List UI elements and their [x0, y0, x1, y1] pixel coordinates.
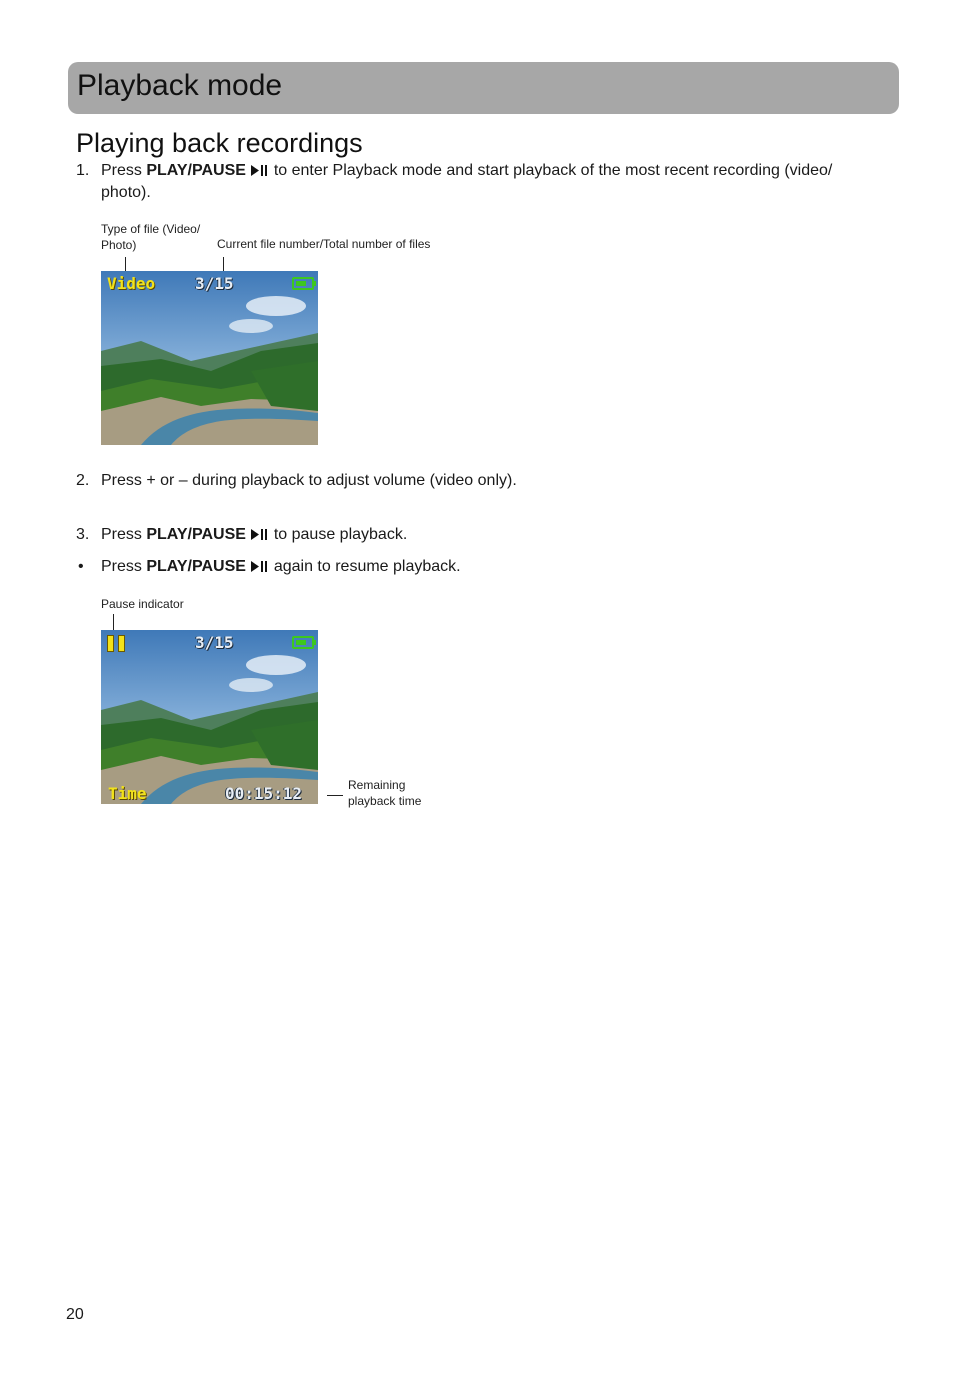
step-number: 3.	[76, 526, 90, 543]
step-number: 2.	[76, 472, 90, 489]
section-title: Playing back recordings	[76, 128, 363, 158]
pause-icon	[107, 635, 125, 652]
callout-line	[125, 257, 126, 272]
step-bullet	[76, 556, 876, 578]
battery-tip	[314, 281, 316, 286]
playback-screen-video	[101, 271, 318, 445]
battery-icon	[292, 277, 314, 290]
remaining-time: 00:15:12	[225, 784, 303, 803]
step-text: to pause playback.	[269, 526, 408, 543]
playback-screen-paused	[101, 630, 318, 804]
page-number: 20	[66, 1306, 84, 1323]
callout-line	[113, 614, 114, 631]
file-counter: 3/15	[195, 633, 234, 652]
callout-remaining-time: Remaining playback time	[348, 778, 422, 808]
landscape-photo	[101, 630, 318, 804]
callout-line	[327, 795, 343, 796]
file-type-label: Video	[107, 274, 156, 293]
play-pause-icon	[251, 529, 267, 540]
step-3	[76, 524, 876, 546]
step-text: Press	[101, 558, 147, 575]
step-2	[76, 470, 876, 492]
step-text: Press	[101, 162, 147, 179]
callout-file-type: Type of file (Video/ Photo)	[101, 222, 201, 252]
step-text: again to resume playback.	[269, 558, 461, 575]
header-bar	[68, 62, 899, 114]
step-text: to enter Playback mode and start playback of the most recent recording (video/ photo).	[101, 162, 833, 201]
battery-icon	[292, 636, 314, 649]
step-text: Press	[101, 526, 147, 543]
step-text: Press + or – during playback to adjust volume (video only).	[101, 472, 517, 489]
time-label: Time	[108, 784, 147, 803]
page-title: Playback mode	[77, 69, 283, 102]
landscape-photo	[101, 271, 318, 445]
button-name: PLAY/PAUSE	[146, 162, 246, 179]
callout-file-count: Current file number/Total number of files	[217, 237, 431, 251]
callout-line	[223, 257, 224, 272]
play-pause-icon	[251, 561, 267, 572]
step-number: 1.	[76, 162, 90, 179]
file-counter: 3/15	[195, 274, 234, 293]
play-pause-icon	[251, 165, 267, 176]
callout-pause: Pause indicator	[101, 597, 184, 611]
battery-tip	[314, 640, 316, 645]
bullet: •	[78, 558, 84, 575]
button-name: PLAY/PAUSE	[146, 558, 246, 575]
button-name: PLAY/PAUSE	[146, 526, 246, 543]
step-1	[76, 160, 876, 204]
